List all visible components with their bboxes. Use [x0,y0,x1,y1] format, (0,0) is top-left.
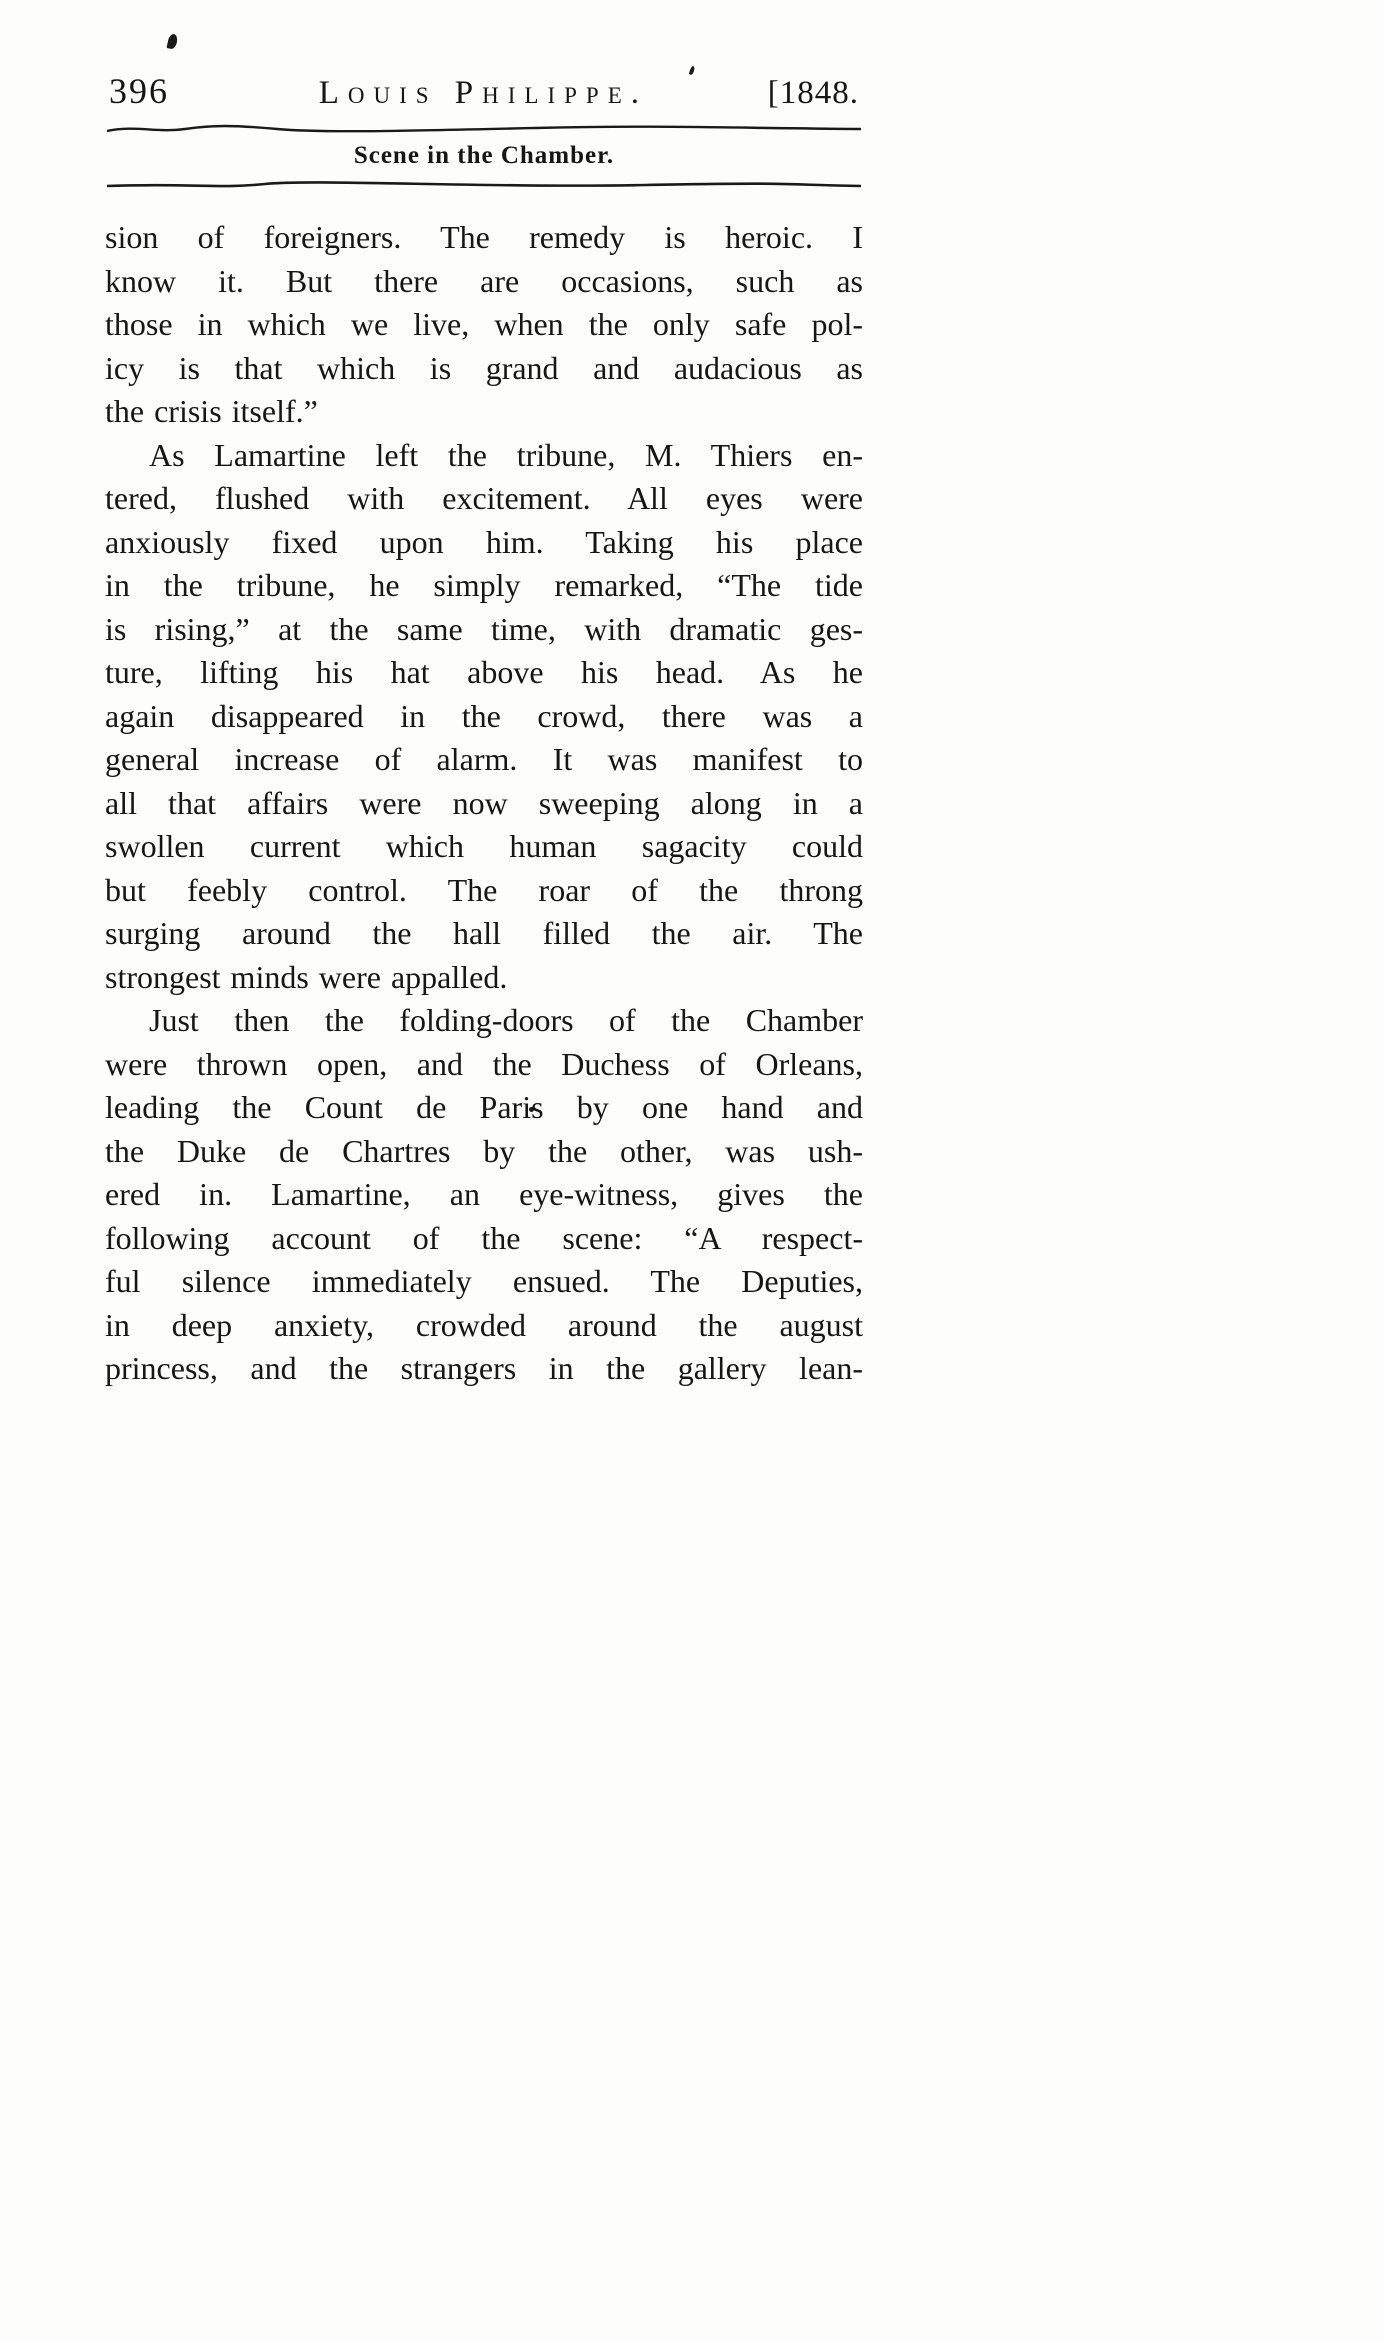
text-line: the crisis itself.” [105,393,318,429]
text-line: again disappeared in the crowd, there was a [105,697,863,734]
text-line: icy is that which is grand and audacious as [105,349,863,386]
year-label: [1848. [767,75,859,111]
text-line: swollen current which human sagacity could [105,828,863,864]
text-line: leading the Count de Paris by one hand and [105,1089,863,1125]
paragraph [105,216,863,434]
text-line: is rising,” at the same time, with dramatic ges- [105,610,863,647]
section-title: Scene in the Chamber. [353,142,615,169]
text-line: surging around the hall filled the air. The [105,915,863,951]
text-line: but feebly control. The roar of the throng [105,871,863,908]
page-number: 396 [109,71,169,111]
text-line: those in which we live, when the only safe pol- [105,306,863,342]
text-line: As Lamartine left the tribune, M. Thiers en- [149,436,863,473]
text-line: Just then the folding-doors of the Chamber [149,1002,863,1038]
paragraph [105,999,863,1391]
body-text [105,216,863,1391]
text-line: general increase of alarm. It was manifest to [105,741,863,777]
text-line: tered, flushed with excitement. All eyes were [105,480,863,516]
text-line: ered in. Lamartine, an eye-witness, gives the [105,1176,863,1212]
text-line: ful silence immediately ensued. The Deputies, [105,1263,863,1299]
scan-artifact [167,33,179,50]
text-line: the Duke de Chartres by the other, was ush- [105,1132,863,1169]
text-line: ture, lifting his hat above his head. As he [105,654,863,690]
page-header [105,70,863,112]
text-line: following account of the scene: “A respect- [105,1219,863,1256]
text-line: were thrown open, and the Duchess of Orleans, [105,1045,863,1082]
text-line: anxiously fixed upon him. Taking his place [105,523,863,560]
text-line: all that affairs were now sweeping along in a [105,784,863,821]
text-line: in deep anxiety, crowded around the august [105,1306,863,1343]
paragraph [105,434,863,1000]
text-line: know it. But there are occasions, such as [105,262,863,299]
text-line: sion of foreigners. The remedy is heroic. I [105,219,863,255]
header-rule-top [105,122,863,136]
page-content [105,70,863,1391]
header-rule-bottom [105,180,863,192]
text-line: strongest minds were appalled. [105,958,508,995]
text-line: in the tribune, he simply remarked, “The tide [105,567,863,603]
running-title: Louis Philippe. [318,75,649,111]
text-line: princess, and the strangers in the gallery lean- [105,1350,863,1386]
